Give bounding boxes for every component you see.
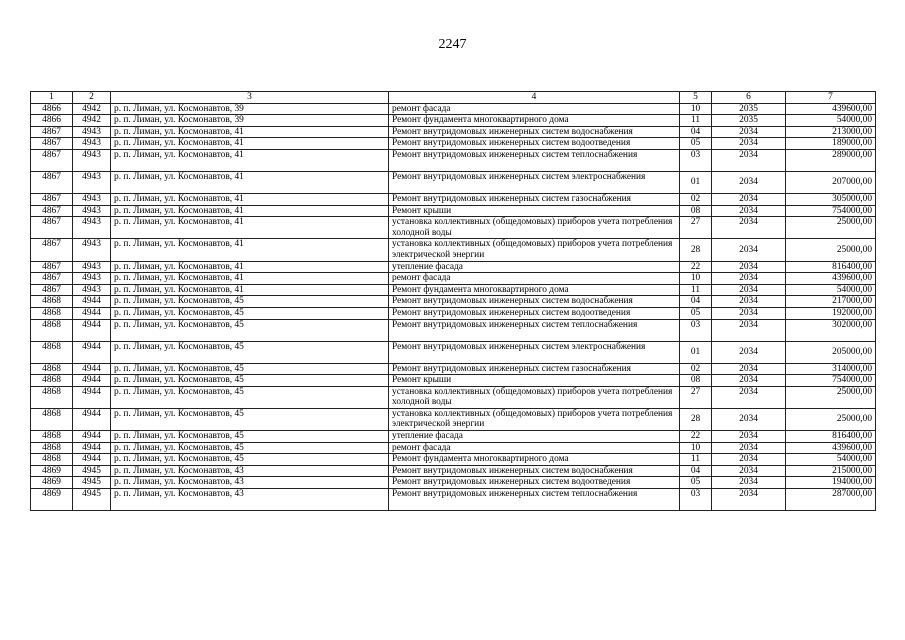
record-number-cell: 4867 xyxy=(31,193,73,205)
year-cell: 2035 xyxy=(712,103,786,115)
column-header: 2 xyxy=(73,92,111,104)
record-number-cell: 4867 xyxy=(31,126,73,138)
record-number-cell: 4867 xyxy=(31,261,73,273)
house-id-cell: 4942 xyxy=(73,103,111,115)
table-row xyxy=(31,217,876,239)
work-type-cell: Ремонт внутридомовых инженерных систем электроснабжения xyxy=(389,341,680,363)
address-cell: р. п. Лиман, ул. Космонавтов, 45 xyxy=(111,454,389,466)
address-cell: р. п. Лиман, ул. Космонавтов, 41 xyxy=(111,217,389,239)
record-number-cell: 4868 xyxy=(31,454,73,466)
cost-cell: 289000,00 xyxy=(786,149,876,171)
table-row xyxy=(31,375,876,387)
year-cell: 2034 xyxy=(712,126,786,138)
record-number-cell: 4868 xyxy=(31,319,73,341)
cost-cell: 213000,00 xyxy=(786,126,876,138)
record-number-cell: 4867 xyxy=(31,273,73,285)
record-number-cell: 4868 xyxy=(31,408,73,430)
record-number-cell: 4867 xyxy=(31,138,73,150)
address-cell: р. п. Лиман, ул. Космонавтов, 43 xyxy=(111,489,389,511)
address-cell: р. п. Лиман, ул. Космонавтов, 45 xyxy=(111,307,389,319)
record-number-cell: 4868 xyxy=(31,363,73,375)
year-cell: 2034 xyxy=(712,431,786,443)
work-code-cell: 05 xyxy=(680,307,712,319)
house-id-cell: 4945 xyxy=(73,489,111,511)
work-type-cell: установка коллективных (общедомовых) приборов учета потребления электрической энергии xyxy=(389,408,680,430)
record-number-cell: 4866 xyxy=(31,115,73,127)
house-id-cell: 4943 xyxy=(73,149,111,171)
year-cell: 2035 xyxy=(712,115,786,127)
cost-cell: 439600,00 xyxy=(786,103,876,115)
work-code-cell: 04 xyxy=(680,296,712,308)
table-row xyxy=(31,193,876,205)
work-code-cell: 11 xyxy=(680,454,712,466)
work-code-cell: 04 xyxy=(680,126,712,138)
work-code-cell: 11 xyxy=(680,284,712,296)
address-cell: р. п. Лиман, ул. Космонавтов, 45 xyxy=(111,386,389,408)
address-cell: р. п. Лиман, ул. Космонавтов, 41 xyxy=(111,239,389,261)
work-code-cell: 08 xyxy=(680,375,712,387)
house-id-cell: 4943 xyxy=(73,193,111,205)
record-number-cell: 4869 xyxy=(31,465,73,477)
year-cell: 2034 xyxy=(712,171,786,193)
work-code-cell: 03 xyxy=(680,149,712,171)
cost-cell: 816400,00 xyxy=(786,431,876,443)
cost-cell: 54000,00 xyxy=(786,454,876,466)
house-id-cell: 4943 xyxy=(73,284,111,296)
house-id-cell: 4944 xyxy=(73,363,111,375)
address-cell: р. п. Лиман, ул. Космонавтов, 41 xyxy=(111,284,389,296)
address-cell: р. п. Лиман, ул. Космонавтов, 45 xyxy=(111,375,389,387)
year-cell: 2034 xyxy=(712,477,786,489)
work-code-cell: 10 xyxy=(680,273,712,285)
cost-cell: 207000,00 xyxy=(786,171,876,193)
house-id-cell: 4944 xyxy=(73,319,111,341)
house-id-cell: 4944 xyxy=(73,442,111,454)
record-number-cell: 4867 xyxy=(31,284,73,296)
record-number-cell: 4868 xyxy=(31,307,73,319)
record-number-cell: 4867 xyxy=(31,171,73,193)
house-id-cell: 4943 xyxy=(73,261,111,273)
cost-cell: 54000,00 xyxy=(786,284,876,296)
work-type-cell: Ремонт фундамента многоквартирного дома xyxy=(389,284,680,296)
address-cell: р. п. Лиман, ул. Космонавтов, 41 xyxy=(111,193,389,205)
record-number-cell: 4867 xyxy=(31,205,73,217)
house-id-cell: 4945 xyxy=(73,465,111,477)
column-header: 5 xyxy=(680,92,712,104)
house-id-cell: 4944 xyxy=(73,296,111,308)
record-number-cell: 4867 xyxy=(31,149,73,171)
work-code-cell: 27 xyxy=(680,217,712,239)
year-cell: 2034 xyxy=(712,442,786,454)
record-number-cell: 4867 xyxy=(31,217,73,239)
year-cell: 2034 xyxy=(712,205,786,217)
cost-cell: 25000,00 xyxy=(786,239,876,261)
work-code-cell: 28 xyxy=(680,239,712,261)
cost-cell: 54000,00 xyxy=(786,115,876,127)
work-type-cell: Ремонт внутридомовых инженерных систем газоснабжения xyxy=(389,363,680,375)
cost-cell: 25000,00 xyxy=(786,217,876,239)
address-cell: р. п. Лиман, ул. Космонавтов, 39 xyxy=(111,115,389,127)
work-code-cell: 01 xyxy=(680,171,712,193)
year-cell: 2034 xyxy=(712,454,786,466)
column-header: 7 xyxy=(786,92,876,104)
work-type-cell: установка коллективных (общедомовых) приборов учета потребления холодной воды xyxy=(389,217,680,239)
table-row xyxy=(31,477,876,489)
house-id-cell: 4944 xyxy=(73,454,111,466)
work-code-cell: 03 xyxy=(680,489,712,511)
cost-cell: 439600,00 xyxy=(786,273,876,285)
work-code-cell: 11 xyxy=(680,115,712,127)
table-row xyxy=(31,138,876,150)
table-header xyxy=(31,92,876,104)
table-row xyxy=(31,454,876,466)
house-id-cell: 4943 xyxy=(73,217,111,239)
address-cell: р. п. Лиман, ул. Космонавтов, 45 xyxy=(111,408,389,430)
work-code-cell: 28 xyxy=(680,408,712,430)
year-cell: 2034 xyxy=(712,319,786,341)
year-cell: 2034 xyxy=(712,273,786,285)
work-type-cell: Ремонт внутридомовых инженерных систем теплоснабжения xyxy=(389,489,680,511)
work-type-cell: Ремонт внутридомовых инженерных систем теплоснабжения xyxy=(389,319,680,341)
cost-cell: 287000,00 xyxy=(786,489,876,511)
table-row xyxy=(31,408,876,430)
work-type-cell: установка коллективных (общедомовых) приборов учета потребления холодной воды xyxy=(389,386,680,408)
table-row xyxy=(31,442,876,454)
table-row xyxy=(31,103,876,115)
table-row xyxy=(31,261,876,273)
work-type-cell: ремонт фасада xyxy=(389,442,680,454)
cost-cell: 302000,00 xyxy=(786,319,876,341)
cost-cell: 189000,00 xyxy=(786,138,876,150)
table-row xyxy=(31,205,876,217)
house-id-cell: 4944 xyxy=(73,386,111,408)
house-id-cell: 4944 xyxy=(73,408,111,430)
page-number: 2247 xyxy=(438,37,467,52)
work-type-cell: Ремонт крыши xyxy=(389,205,680,217)
table-row xyxy=(31,431,876,443)
work-type-cell: утепление фасада xyxy=(389,431,680,443)
work-code-cell: 04 xyxy=(680,465,712,477)
record-number-cell: 4869 xyxy=(31,477,73,489)
work-type-cell: Ремонт фундамента многоквартирного дома xyxy=(389,115,680,127)
year-cell: 2034 xyxy=(712,386,786,408)
year-cell: 2034 xyxy=(712,193,786,205)
year-cell: 2034 xyxy=(712,375,786,387)
record-number-cell: 4866 xyxy=(31,103,73,115)
year-cell: 2034 xyxy=(712,465,786,477)
column-header: 4 xyxy=(389,92,680,104)
cost-cell: 754000,00 xyxy=(786,205,876,217)
table-row xyxy=(31,126,876,138)
year-cell: 2034 xyxy=(712,489,786,511)
column-header: 1 xyxy=(31,92,73,104)
house-id-cell: 4944 xyxy=(73,431,111,443)
table-row xyxy=(31,239,876,261)
address-cell: р. п. Лиман, ул. Космонавтов, 39 xyxy=(111,103,389,115)
cost-cell: 816400,00 xyxy=(786,261,876,273)
table-row xyxy=(31,386,876,408)
work-code-cell: 01 xyxy=(680,341,712,363)
year-cell: 2034 xyxy=(712,363,786,375)
house-id-cell: 4945 xyxy=(73,477,111,489)
record-number-cell: 4868 xyxy=(31,375,73,387)
year-cell: 2034 xyxy=(712,341,786,363)
cost-cell: 192000,00 xyxy=(786,307,876,319)
work-code-cell: 08 xyxy=(680,205,712,217)
address-cell: р. п. Лиман, ул. Космонавтов, 41 xyxy=(111,138,389,150)
cost-cell: 305000,00 xyxy=(786,193,876,205)
table-row xyxy=(31,284,876,296)
address-cell: р. п. Лиман, ул. Космонавтов, 41 xyxy=(111,149,389,171)
cost-cell: 217000,00 xyxy=(786,296,876,308)
table-row xyxy=(31,319,876,341)
record-number-cell: 4868 xyxy=(31,386,73,408)
year-cell: 2034 xyxy=(712,239,786,261)
address-cell: р. п. Лиман, ул. Космонавтов, 43 xyxy=(111,477,389,489)
address-cell: р. п. Лиман, ул. Космонавтов, 41 xyxy=(111,261,389,273)
work-type-cell: ремонт фасада xyxy=(389,103,680,115)
table-row xyxy=(31,341,876,363)
work-type-cell: Ремонт внутридомовых инженерных систем водоотведения xyxy=(389,138,680,150)
year-cell: 2034 xyxy=(712,307,786,319)
address-cell: р. п. Лиман, ул. Космонавтов, 41 xyxy=(111,171,389,193)
record-number-cell: 4868 xyxy=(31,442,73,454)
cost-cell: 215000,00 xyxy=(786,465,876,477)
work-type-cell: Ремонт внутридомовых инженерных систем электроснабжения xyxy=(389,171,680,193)
house-id-cell: 4943 xyxy=(73,205,111,217)
table-row xyxy=(31,307,876,319)
cost-cell: 25000,00 xyxy=(786,408,876,430)
record-number-cell: 4867 xyxy=(31,239,73,261)
house-id-cell: 4943 xyxy=(73,273,111,285)
cost-cell: 439600,00 xyxy=(786,442,876,454)
table-row xyxy=(31,296,876,308)
cost-cell: 194000,00 xyxy=(786,477,876,489)
work-type-cell: Ремонт внутридомовых инженерных систем водоснабжения xyxy=(389,296,680,308)
house-id-cell: 4944 xyxy=(73,307,111,319)
record-number-cell: 4869 xyxy=(31,489,73,511)
work-code-cell: 10 xyxy=(680,442,712,454)
work-code-cell: 03 xyxy=(680,319,712,341)
house-id-cell: 4942 xyxy=(73,115,111,127)
house-id-cell: 4944 xyxy=(73,375,111,387)
house-id-cell: 4943 xyxy=(73,171,111,193)
year-cell: 2034 xyxy=(712,138,786,150)
address-cell: р. п. Лиман, ул. Космонавтов, 45 xyxy=(111,442,389,454)
work-code-cell: 27 xyxy=(680,386,712,408)
cost-cell: 754000,00 xyxy=(786,375,876,387)
house-id-cell: 4943 xyxy=(73,126,111,138)
work-code-cell: 10 xyxy=(680,103,712,115)
address-cell: р. п. Лиман, ул. Космонавтов, 43 xyxy=(111,465,389,477)
work-code-cell: 02 xyxy=(680,363,712,375)
table-body xyxy=(31,103,876,510)
address-cell: р. п. Лиман, ул. Космонавтов, 45 xyxy=(111,341,389,363)
year-cell: 2034 xyxy=(712,149,786,171)
column-header: 3 xyxy=(111,92,389,104)
address-cell: р. п. Лиман, ул. Космонавтов, 45 xyxy=(111,431,389,443)
table-row xyxy=(31,171,876,193)
year-cell: 2034 xyxy=(712,408,786,430)
year-cell: 2034 xyxy=(712,261,786,273)
table-row xyxy=(31,149,876,171)
record-number-cell: 4868 xyxy=(31,431,73,443)
header-row xyxy=(31,92,876,104)
cost-cell: 314000,00 xyxy=(786,363,876,375)
house-id-cell: 4944 xyxy=(73,341,111,363)
repair-schedule-table xyxy=(30,91,876,511)
work-type-cell: Ремонт внутридомовых инженерных систем теплоснабжения xyxy=(389,149,680,171)
address-cell: р. п. Лиман, ул. Космонавтов, 45 xyxy=(111,296,389,308)
year-cell: 2034 xyxy=(712,217,786,239)
house-id-cell: 4943 xyxy=(73,138,111,150)
address-cell: р. п. Лиман, ул. Космонавтов, 41 xyxy=(111,273,389,285)
table-row xyxy=(31,115,876,127)
record-number-cell: 4868 xyxy=(31,296,73,308)
address-cell: р. п. Лиман, ул. Космонавтов, 41 xyxy=(111,126,389,138)
work-type-cell: утепление фасада xyxy=(389,261,680,273)
year-cell: 2034 xyxy=(712,296,786,308)
address-cell: р. п. Лиман, ул. Космонавтов, 45 xyxy=(111,363,389,375)
address-cell: р. п. Лиман, ул. Космонавтов, 41 xyxy=(111,205,389,217)
work-type-cell: Ремонт внутридомовых инженерных систем водоснабжения xyxy=(389,465,680,477)
cost-cell: 205000,00 xyxy=(786,341,876,363)
work-code-cell: 02 xyxy=(680,193,712,205)
work-type-cell: Ремонт внутридомовых инженерных систем газоснабжения xyxy=(389,193,680,205)
work-type-cell: Ремонт внутридомовых инженерных систем водоотведения xyxy=(389,477,680,489)
work-type-cell: Ремонт фундамента многоквартирного дома xyxy=(389,454,680,466)
work-code-cell: 22 xyxy=(680,431,712,443)
cost-cell: 25000,00 xyxy=(786,386,876,408)
table-row xyxy=(31,363,876,375)
record-number-cell: 4868 xyxy=(31,341,73,363)
house-id-cell: 4943 xyxy=(73,239,111,261)
address-cell: р. п. Лиман, ул. Космонавтов, 45 xyxy=(111,319,389,341)
work-type-cell: Ремонт внутридомовых инженерных систем водоотведения xyxy=(389,307,680,319)
work-type-cell: Ремонт крыши xyxy=(389,375,680,387)
work-type-cell: установка коллективных (общедомовых) приборов учета потребления электрической энергии xyxy=(389,239,680,261)
column-header: 6 xyxy=(712,92,786,104)
table-row xyxy=(31,465,876,477)
table-row xyxy=(31,273,876,285)
work-code-cell: 22 xyxy=(680,261,712,273)
work-type-cell: ремонт фасада xyxy=(389,273,680,285)
year-cell: 2034 xyxy=(712,284,786,296)
work-code-cell: 05 xyxy=(680,477,712,489)
table-row xyxy=(31,489,876,511)
work-code-cell: 05 xyxy=(680,138,712,150)
work-type-cell: Ремонт внутридомовых инженерных систем водоснабжения xyxy=(389,126,680,138)
